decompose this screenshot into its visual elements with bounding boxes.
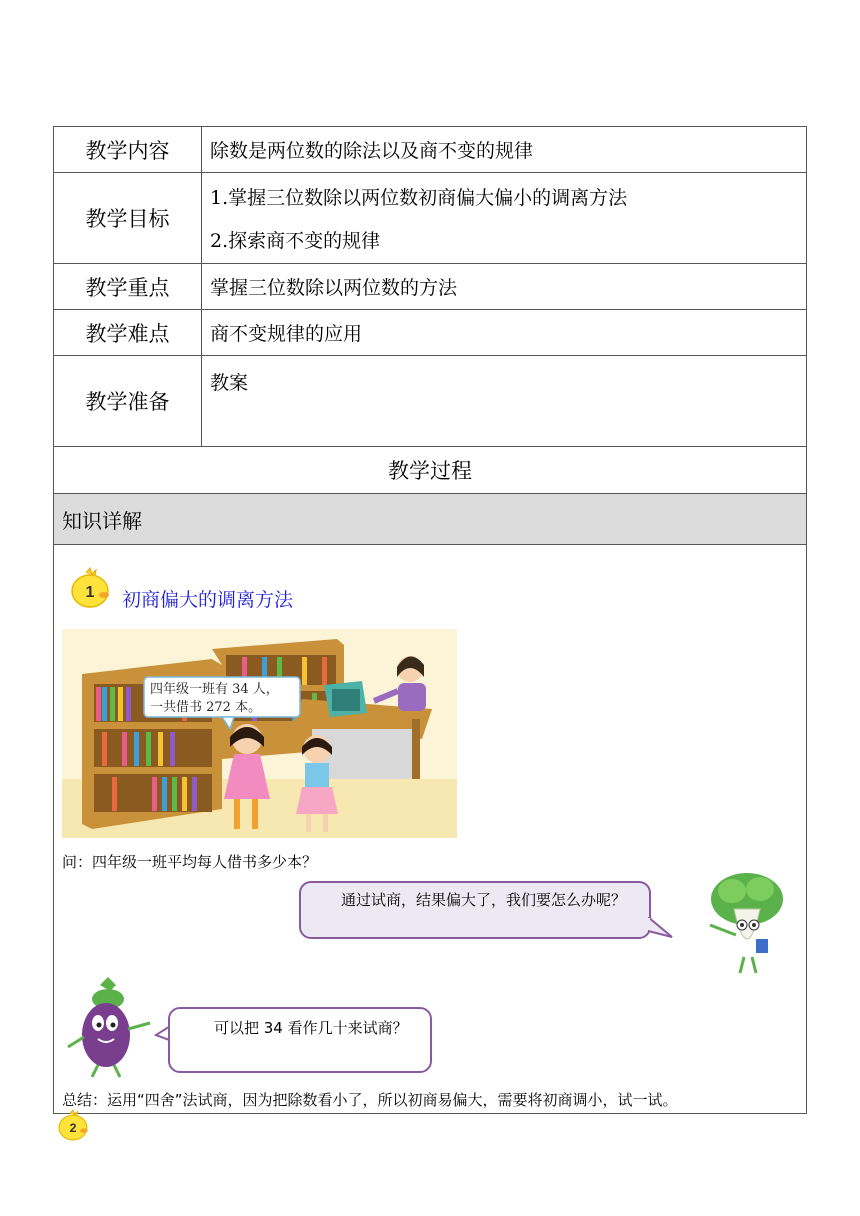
eggplant-character-icon <box>58 977 158 1081</box>
illustration-caption-line: 四年级一班有 34 人， <box>150 682 279 697</box>
summary-text: 总结：运用“四舍”法试商，因为把除数看小了，所以初商易偏大，需要将初商调小，试一试。 <box>62 1091 678 1109</box>
objective-line: 2.探索商不变的规律 <box>210 230 381 252</box>
row-label: 教学目标 <box>54 173 202 263</box>
chick-badge-icon <box>56 1108 90 1144</box>
badge-number: 2 <box>69 1121 77 1136</box>
badge-number: 1 <box>85 584 95 601</box>
row-key-points <box>54 264 806 310</box>
speech-bubble-left: 可以把 34 看作几十来试商？ <box>168 1007 432 1073</box>
row-value <box>202 173 806 263</box>
bubble-tail-icon <box>648 917 674 939</box>
row-value: 商不变规律的应用 <box>210 323 363 345</box>
row-preparation <box>54 356 806 447</box>
cabbage-character-icon <box>702 869 792 977</box>
lesson-plan-table <box>53 126 807 1114</box>
row-value: 教案 <box>210 372 249 394</box>
row-difficulties <box>54 310 806 356</box>
row-value: 除数是两位数的除法以及商不变的规律 <box>210 140 534 162</box>
section-title: 初商偏大的调离方法 <box>122 589 294 611</box>
illustration-caption-line: 一共借书 272 本。 <box>150 700 262 715</box>
library-illustration <box>62 629 457 838</box>
row-objectives <box>54 173 806 264</box>
row-label: 教学难点 <box>54 310 202 355</box>
row-value: 掌握三位数除以两位数的方法 <box>210 277 458 299</box>
knowledge-content <box>54 545 806 1113</box>
row-content <box>54 127 806 173</box>
knowledge-header: 知识详解 <box>54 494 806 545</box>
chick-badge-icon <box>68 567 112 611</box>
row-label: 教学重点 <box>54 264 202 309</box>
objective-line: 1.掌握三位数除以两位数初商偏大偏小的调离方法 <box>210 187 628 209</box>
process-title: 教学过程 <box>54 447 806 494</box>
question-text: 问：四年级一班平均每人借书多少本？ <box>62 853 318 871</box>
speech-bubble-right: 通过试商，结果偏大了，我们要怎么办呢？ <box>299 881 651 939</box>
row-label: 教学准备 <box>54 356 202 446</box>
row-label: 教学内容 <box>54 127 202 172</box>
